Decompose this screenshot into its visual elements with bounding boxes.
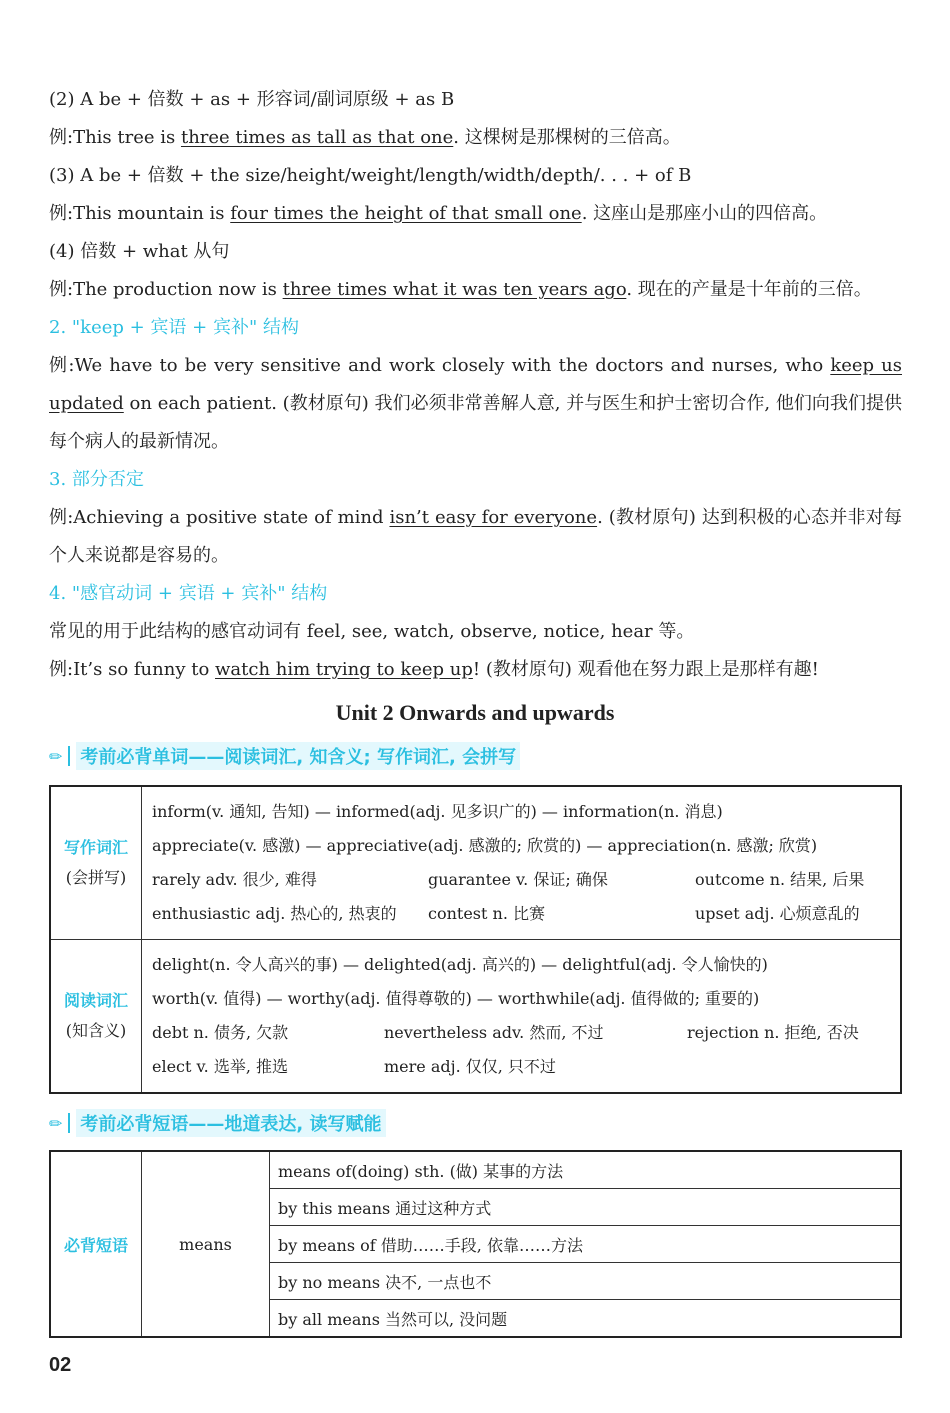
- vocab-row: worth(v. 值得) — worthy(adj. 值得尊敬的) — worthwhile(adj. 值得做的; 重要的): [152, 989, 760, 1008]
- example-translation: on each patient. (教材原句) 我们必须非常善解人意, 并与医生和护士密切合作, 他们向我们提供每个病人的最新情况。: [49, 393, 902, 452]
- label-title: 必背短语: [63, 1235, 128, 1255]
- vocab-row: [152, 863, 890, 897]
- example-highlight: isn’t easy for everyone: [389, 507, 598, 528]
- label-sub: (知含义): [65, 1021, 127, 1040]
- writing-vocab-label: [50, 786, 142, 940]
- example-prefix: 例:We have to be very sensitive and work closely with the doctors and nurses, who: [49, 355, 831, 376]
- vocab-item: debt n. 债务, 欠款: [152, 1023, 289, 1042]
- grammar-line-3: (3) A be + 倍数 + the size/height/weight/length/width/depth/. . . + of B: [49, 165, 692, 186]
- heading-keep-structure: 2. "keep + 宾语 + 宾补" 结构: [49, 317, 299, 338]
- section-header-phrases: [49, 1109, 386, 1137]
- vocab-item: rarely adv. 很少, 难得: [152, 870, 317, 889]
- example-paragraph: [49, 347, 902, 461]
- example-translation: . 这座山是那座小山的四倍高。: [581, 203, 828, 224]
- vocab-item: nevertheless adv. 然而, 不过: [384, 1023, 604, 1042]
- vocab-item: rejection n. 拒绝, 否决: [687, 1023, 859, 1042]
- grammar-line-2: (2) A be + 倍数 + as + 形容词/副词原级 + as B: [49, 89, 455, 110]
- reading-vocab-label: [50, 940, 142, 1094]
- vocab-table: [49, 785, 902, 1094]
- phrase-item: by no means 决不, 一点也不: [270, 1263, 902, 1300]
- unit-title: Unit 2 Onwards and upwards: [335, 700, 615, 725]
- label-title: 写作词汇: [63, 838, 128, 857]
- vocab-row: [152, 897, 890, 931]
- writing-vocab-row: [50, 786, 901, 940]
- example-translation: . 现在的产量是十年前的三倍。: [626, 279, 872, 300]
- vocab-item: upset adj. 心烦意乱的: [695, 904, 860, 923]
- heading-partial-negation: 3. 部分否定: [49, 469, 144, 490]
- phrase-item: by all means 当然可以, 没问题: [270, 1300, 902, 1338]
- label-sub: (会拼写): [65, 868, 127, 887]
- reading-vocab-row: [50, 940, 901, 1094]
- divider: [68, 746, 70, 766]
- example-highlight: keep us updated: [49, 355, 902, 414]
- example-translation: . (教材原句) 达到积极的心态并非对每个人来说都是容易的。: [49, 507, 902, 566]
- example-prefix: 例:The production now is: [49, 279, 283, 300]
- writing-vocab-list: [142, 786, 902, 940]
- example-translation: ! (教材原句) 观看他在努力跟上是那样有趣!: [472, 659, 819, 680]
- vocab-item: elect v. 选举, 推选: [152, 1057, 289, 1076]
- phrase-item: means of(doing) sth. (做) 某事的方法: [270, 1151, 902, 1189]
- vocab-row: inform(v. 通知, 告知) — informed(adj. 见多识广的) — information(n. 消息): [152, 802, 723, 821]
- section-title: 考前必背单词——阅读词汇, 知含义; 写作词汇, 会拼写: [76, 742, 520, 770]
- vocab-row: appreciate(v. 感激) — appreciative(adj. 感激的; 欣赏的) — appreciation(n. 感激; 欣赏): [152, 836, 818, 855]
- sense-verbs-list: 常见的用于此结构的感官动词有 feel, see, watch, observe, notice, hear 等。: [49, 621, 695, 642]
- phrase-table: [49, 1150, 902, 1338]
- section-header-vocab: [49, 742, 520, 770]
- vocab-item: mere adj. 仅仅, 只不过: [384, 1057, 556, 1076]
- grammar-line-4: (4) 倍数 + what 从句: [49, 241, 230, 262]
- vocab-row: [152, 1050, 890, 1084]
- example-prefix: 例:Achieving a positive state of mind: [49, 507, 390, 528]
- vocab-item: guarantee v. 保证; 确保: [428, 870, 608, 889]
- example-highlight: three times what it was ten years ago: [282, 279, 627, 300]
- heading-sense-verbs: 4. "感官动词 + 宾语 + 宾补" 结构: [49, 583, 328, 604]
- vocab-item: outcome n. 结果, 后果: [695, 870, 865, 889]
- vocab-item: enthusiastic adj. 热心的, 热衷的: [152, 904, 397, 923]
- vocab-item: contest n. 比赛: [428, 904, 546, 923]
- example-translation: . 这棵树是那棵树的三倍高。: [453, 127, 681, 148]
- example-line: [49, 278, 902, 302]
- phrase-label: [50, 1151, 142, 1337]
- example-highlight: three times as tall as that one: [180, 127, 454, 148]
- example-line: [49, 202, 902, 226]
- pencil-icon: ✏: [49, 1113, 63, 1133]
- phrase-item: by this means 通过这种方式: [270, 1189, 902, 1226]
- reading-vocab-list: [142, 940, 902, 1094]
- example-prefix: 例:This mountain is: [49, 203, 231, 224]
- divider: [68, 1113, 70, 1133]
- example-highlight: watch him trying to keep up: [215, 659, 473, 680]
- example-line: [49, 658, 902, 682]
- vocab-row: delight(n. 令人高兴的事) — delighted(adj. 高兴的) — delightful(adj. 令人愉快的): [152, 955, 768, 974]
- pencil-icon: ✏: [49, 746, 63, 766]
- example-prefix: 例:This tree is: [49, 127, 181, 148]
- example-prefix: 例:It’s so funny to: [49, 659, 216, 680]
- example-paragraph: [49, 499, 902, 575]
- label-title: 阅读词汇: [63, 991, 128, 1010]
- phrase-item: by means of 借助……手段, 依靠……方法: [270, 1226, 902, 1263]
- section-title: 考前必背短语——地道表达, 读写赋能: [76, 1109, 385, 1137]
- example-line: [49, 126, 902, 150]
- phrase-key: means: [142, 1151, 270, 1337]
- page-number: 02: [49, 1354, 72, 1376]
- vocab-row: [152, 1016, 890, 1050]
- example-highlight: four times the height of that small one: [230, 203, 582, 224]
